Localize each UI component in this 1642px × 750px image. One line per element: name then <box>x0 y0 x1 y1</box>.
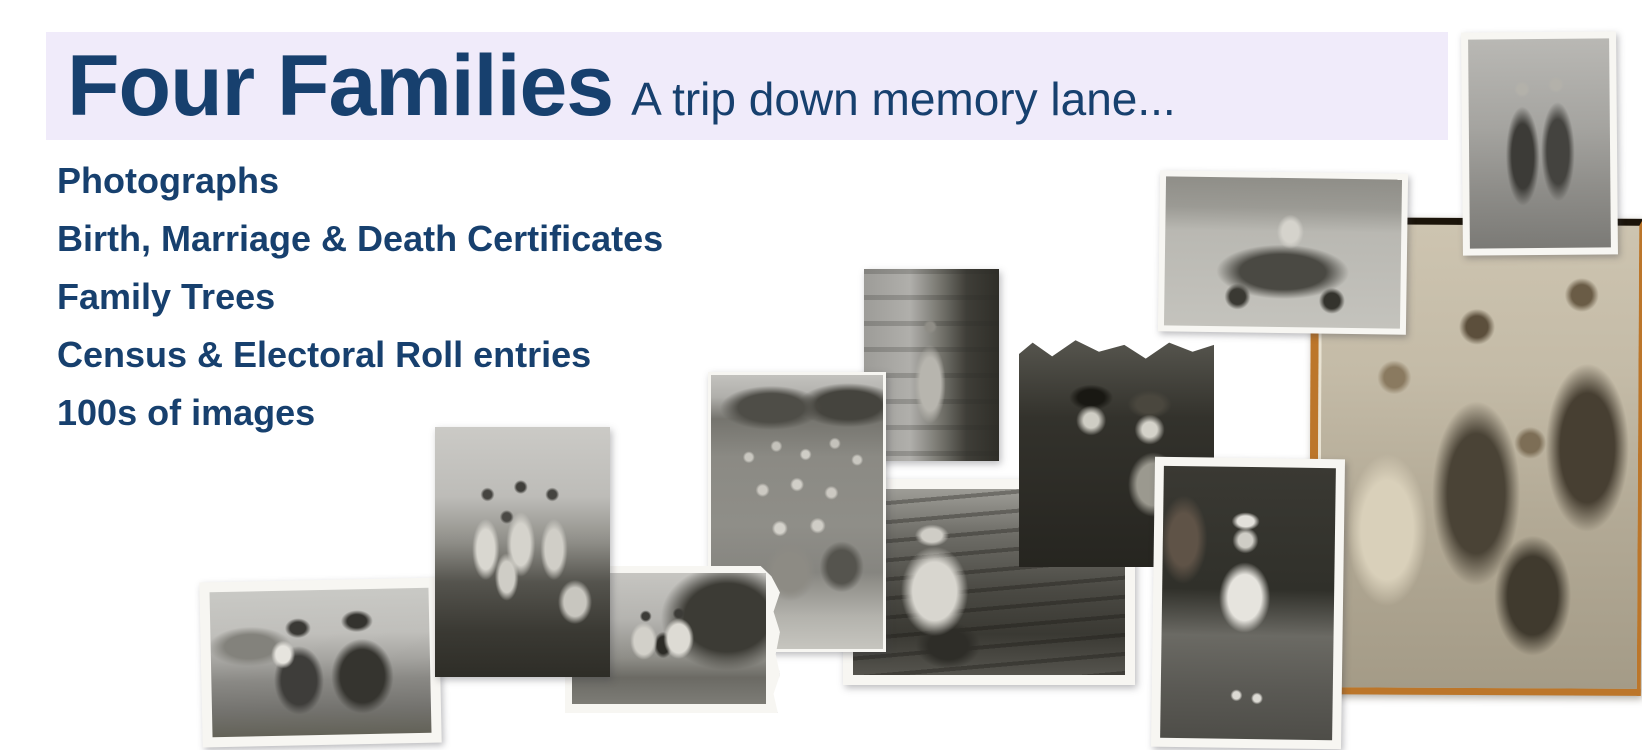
photo-child-pedal-car-image <box>1164 176 1402 328</box>
feature-item-certificates: Birth, Marriage & Death Certificates <box>57 218 664 259</box>
page-title: Four Families <box>67 38 614 134</box>
photo-seaside-women-baby <box>199 578 441 748</box>
photo-seaside-women-baby-image <box>210 588 432 738</box>
page-tagline: A trip down memory lane... <box>631 73 1176 125</box>
feature-list <box>57 152 663 442</box>
feature-item-images: 100s of images <box>57 392 316 433</box>
feature-item-census: Census & Electoral Roll entries <box>57 334 592 375</box>
banner <box>46 32 1448 140</box>
feature-item-family-trees: Family Trees <box>57 276 276 317</box>
feature-item-photographs: Photographs <box>57 160 279 201</box>
photo-girl-white-dress-image <box>1160 466 1336 740</box>
photo-child-pedal-car <box>1158 170 1408 334</box>
photo-girl-white-dress <box>1151 457 1345 750</box>
photo-two-men-standing <box>1461 31 1618 255</box>
photo-field-family-group-image <box>435 427 610 677</box>
photo-field-family-group <box>435 427 610 677</box>
photo-two-men-standing-image <box>1468 38 1611 248</box>
